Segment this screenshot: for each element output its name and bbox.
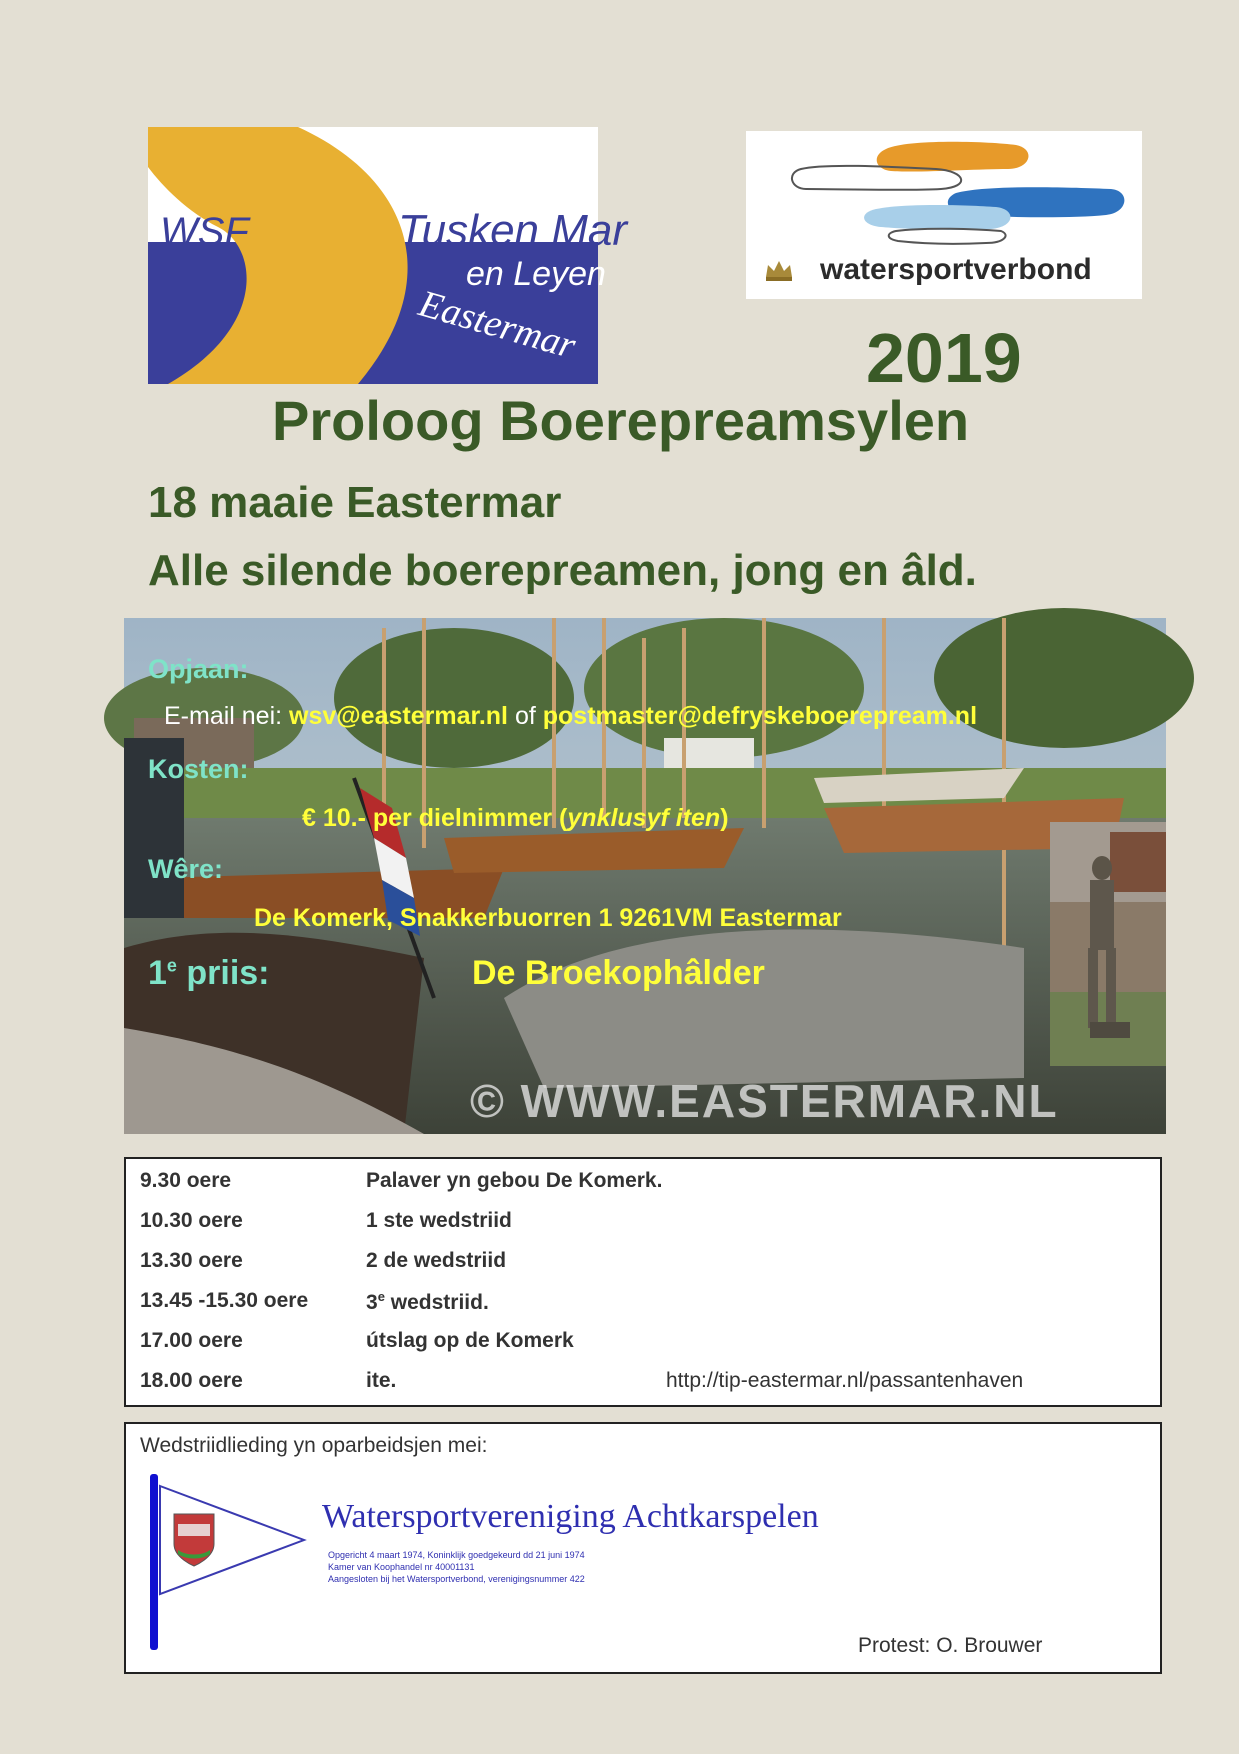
statue-image — [1050, 822, 1166, 1066]
photo-watermark: © WWW.EASTERMAR.NL — [470, 1075, 1059, 1127]
protest-contact: Protest: O. Brouwer — [858, 1634, 1043, 1657]
schedule-time: 10.30 oere — [140, 1209, 243, 1232]
schedule-time: 9.30 oere — [140, 1169, 232, 1192]
schedule-event: 3e wedstriid. — [366, 1289, 489, 1314]
schedule-time: 17.00 oere — [140, 1329, 243, 1352]
schedule-time: 13.30 oere — [140, 1249, 243, 1272]
schedule-row — [126, 1369, 1160, 1407]
event-audience: Alle silende boerepreamen, jong en âld. — [148, 546, 977, 595]
kosten-label: Kosten: — [148, 754, 249, 784]
email-line — [164, 702, 977, 731]
event-year: 2019 — [866, 319, 1022, 397]
schedule-event: Palaver yn gebou De Komerk. — [366, 1169, 663, 1192]
kosten-value: € 10.- per dielnimmer (ynklusyf iten) — [302, 804, 729, 832]
harbour-photo — [124, 618, 1166, 1134]
schedule-time: 13.45 -15.30 oere — [140, 1289, 309, 1312]
event-date-location: 18 maaie Eastermar — [148, 478, 562, 527]
schedule-row — [126, 1249, 1160, 1287]
opjaan-label: Opjaan: — [148, 654, 249, 684]
wsf-line2: en Leyen — [466, 255, 606, 293]
wsf-line1: Tusken Mar — [398, 206, 628, 255]
wsf-logo — [148, 127, 628, 384]
watersportverbond-logo — [746, 131, 1142, 299]
schedule-event: útslag op de Komerk — [366, 1329, 574, 1352]
club-membership: Aangesloten bij het Watersportverbond, verenigingsnummer 422 — [328, 1574, 585, 1584]
page-title: Proloog Boerepreamsylen — [272, 389, 970, 452]
email-prefix: E-mail nei: — [164, 702, 290, 730]
passantenhaven-link[interactable]: http://tip-eastermar.nl/passantenhaven — [666, 1369, 1024, 1392]
wsf-line3: Eastermar — [414, 282, 581, 368]
club-founded: Opgericht 4 maart 1974, Koninklijk goedgekeurd dd 21 juni 1974 — [328, 1550, 585, 1560]
email-link-wsv[interactable]: wsv@eastermar.nl — [289, 702, 508, 730]
watersportverbond-text: watersportverbond — [820, 253, 1092, 286]
schedule-box — [124, 1157, 1162, 1407]
schedule-event: ite. — [366, 1369, 397, 1392]
schedule-row — [126, 1169, 1160, 1207]
club-name: Watersportvereniging Achtkarspelen — [322, 1498, 819, 1535]
cooperation-heading: Wedstriidlieding yn oparbeidsjen mei: — [140, 1434, 488, 1457]
prize-label: 1e priis: — [148, 954, 270, 992]
wsf-abbrev: WSF — [160, 210, 249, 254]
prize-value: De Broekophâlder — [472, 954, 765, 992]
schedule-event: 1 ste wedstriid — [366, 1209, 512, 1232]
club-kvk: Kamer van Koophandel nr 40001131 — [328, 1562, 475, 1572]
email-join: of — [508, 702, 543, 730]
schedule-row — [126, 1289, 1160, 1327]
schedule-row — [126, 1329, 1160, 1367]
email-link-postmaster[interactable]: postmaster@defryskeboerepream.nl — [542, 702, 978, 730]
schedule-event: 2 de wedstriid — [366, 1249, 507, 1272]
where-label: Wêre: — [148, 854, 224, 884]
cooperation-box — [124, 1422, 1162, 1674]
where-value: De Komerk, Snakkerbuorren 1 9261VM Eastermar — [254, 904, 842, 932]
club-pennant-icon — [144, 1474, 314, 1654]
schedule-row — [126, 1209, 1160, 1247]
schedule-time: 18.00 oere — [140, 1369, 243, 1392]
